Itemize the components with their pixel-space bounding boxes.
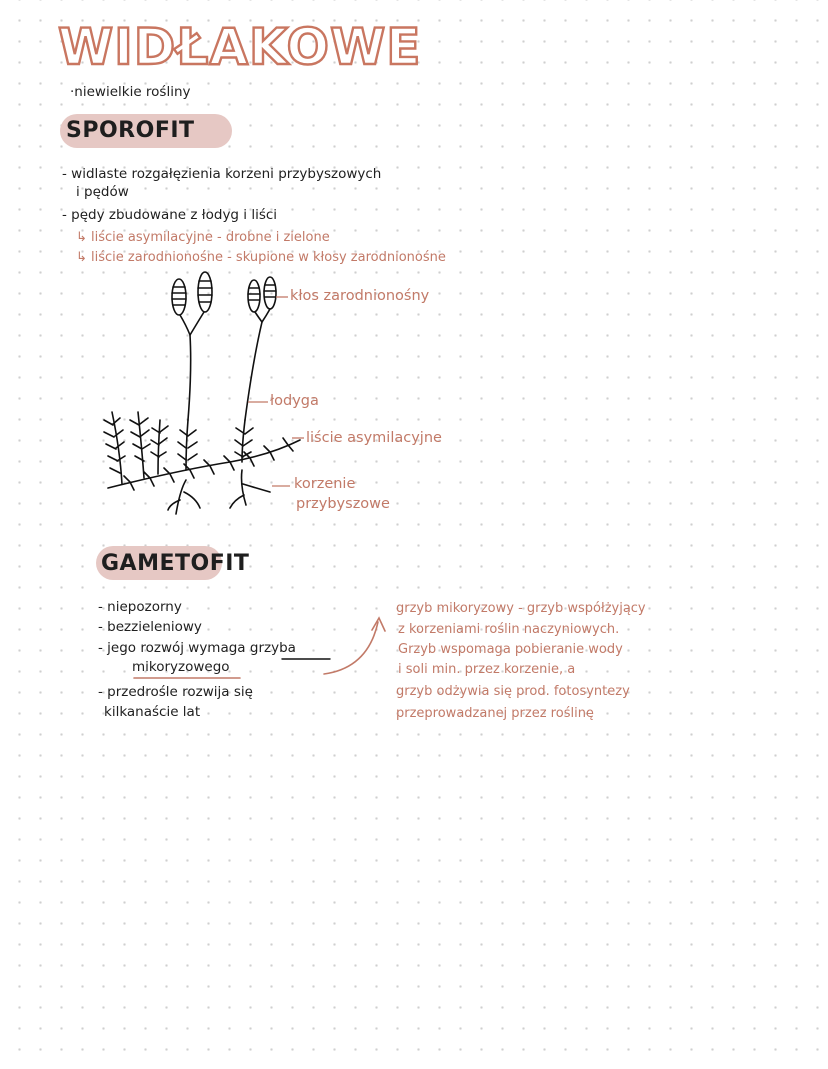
gametofit-heading: GAMETOFIT: [101, 551, 250, 576]
label-liscie: liście asymilacyjne: [306, 430, 442, 446]
label-korzenie-1: korzenie: [294, 476, 356, 492]
gametofit-line-3: - jego rozwój wymaga grzyba: [98, 640, 296, 656]
sporofit-subline-2: ↳ liście zarodnionośne - skupione w kłosy zarodnionośne: [76, 250, 446, 265]
note-line-1: grzyb mikoryzowy - grzyb współżyjący: [396, 601, 646, 616]
gametofit-line-1: - niepozorny: [98, 599, 182, 615]
note-line-4: i soli min. przez korzenie, a: [398, 662, 576, 677]
subtitle: ·niewielkie rośliny: [70, 84, 191, 100]
sporofit-line-3: - pędy zbudowane z łodyg i liści: [62, 207, 278, 223]
note-line-2: z korzeniami roślin naczyniowych.: [398, 622, 620, 637]
note-line-3: Grzyb wspomaga pobieranie wody: [398, 642, 623, 657]
sporofit-subline-1: ↳ liście asymilacyjne - drobne i zielone: [76, 230, 330, 245]
gametofit-line-6: kilkanaście lat: [104, 704, 201, 720]
note-line-5: grzyb odżywia się prod. fotosyntezy: [396, 684, 630, 699]
label-korzenie-2: przybyszowe: [296, 496, 390, 512]
gametofit-line-5: - przedrośle rozwija się: [98, 684, 253, 700]
sporofit-line-1: - widlaste rozgałęzienia korzeni przybyszowych: [62, 166, 382, 182]
label-klos: kłos zarodnionośny: [290, 288, 430, 304]
note-line-6: przeprowadzanej przez roślinę: [396, 706, 594, 721]
label-lodyga: łodyga: [270, 393, 319, 409]
gametofit-line-2: - bezzieleniowy: [98, 619, 202, 635]
page-title: WIDŁAKOWE: [58, 18, 422, 76]
sporofit-heading: SPOROFIT: [66, 118, 195, 143]
gametofit-line-4: mikoryzowego: [132, 659, 230, 675]
sporofit-line-2: i pędów: [76, 184, 129, 200]
